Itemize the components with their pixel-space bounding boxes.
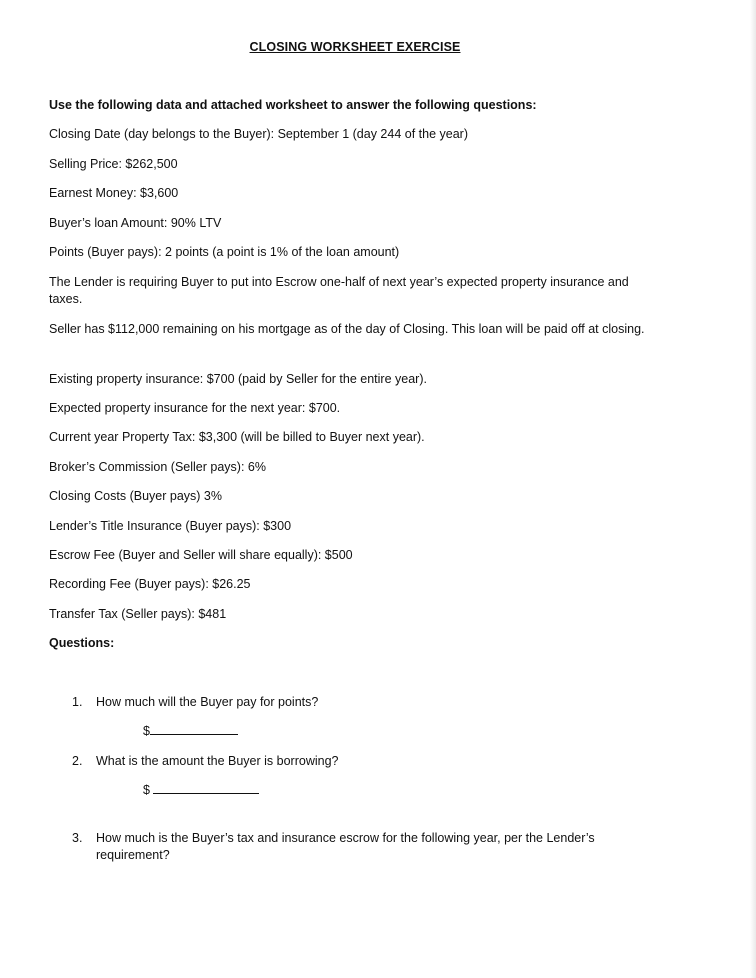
answer-blank-line [153, 781, 259, 794]
fact-broker-commission: Broker’s Commission (Seller pays): 6% [49, 460, 266, 474]
question-text: How much is the Buyer’s tax and insurance escrow for the following year, per the Lender’s requirement? [96, 831, 595, 862]
page-title: CLOSING WORKSHEET EXERCISE [249, 40, 461, 54]
fact-property-tax: Current year Property Tax: $3,300 (will be billed to Buyer next year). [49, 430, 425, 444]
question-number: 3. [72, 831, 83, 845]
fact-expected-insurance: Expected property insurance for the next year: $700. [49, 401, 341, 415]
answer-currency-symbol: $ [143, 724, 150, 738]
answer-field-2[interactable] [143, 781, 259, 799]
fact-seller-mortgage: Seller has $112,000 remaining on his mortgage as of the day of Closing. This loan will be paid off at closing. [49, 322, 645, 336]
answer-currency-symbol: $ [143, 783, 154, 797]
fact-escrow-requirement: The Lender is requiring Buyer to put into Escrow one-half of next year’s expected property insurance and taxes. [49, 275, 629, 306]
question-text: What is the amount the Buyer is borrowing? [96, 754, 339, 768]
fact-loan-amount: Buyer’s loan Amount: 90% LTV [49, 216, 222, 230]
answer-field-1[interactable] [143, 722, 238, 740]
intro-instructions: Use the following data and attached worksheet to answer the following questions: [49, 98, 537, 112]
question-number: 1. [72, 695, 83, 709]
fact-points: Points (Buyer pays): 2 points (a point is 1% of the loan amount) [49, 245, 400, 259]
page-edge-shadow [750, 0, 756, 978]
fact-closing-costs: Closing Costs (Buyer pays) 3% [49, 489, 222, 503]
question-number: 2. [72, 754, 83, 768]
answer-blank-line [150, 722, 238, 735]
question-text: How much will the Buyer pay for points? [96, 695, 319, 709]
fact-transfer-tax: Transfer Tax (Seller pays): $481 [49, 607, 227, 621]
fact-existing-insurance: Existing property insurance: $700 (paid by Seller for the entire year). [49, 372, 427, 386]
fact-title-insurance: Lender’s Title Insurance (Buyer pays): $300 [49, 519, 292, 533]
fact-closing-date: Closing Date (day belongs to the Buyer): September 1 (day 244 of the year) [49, 127, 468, 141]
fact-selling-price: Selling Price: $262,500 [49, 157, 178, 171]
questions-heading: Questions: [49, 636, 115, 650]
fact-earnest-money: Earnest Money: $3,600 [49, 186, 179, 200]
fact-recording-fee: Recording Fee (Buyer pays): $26.25 [49, 577, 251, 591]
fact-escrow-fee: Escrow Fee (Buyer and Seller will share equally): $500 [49, 548, 353, 562]
